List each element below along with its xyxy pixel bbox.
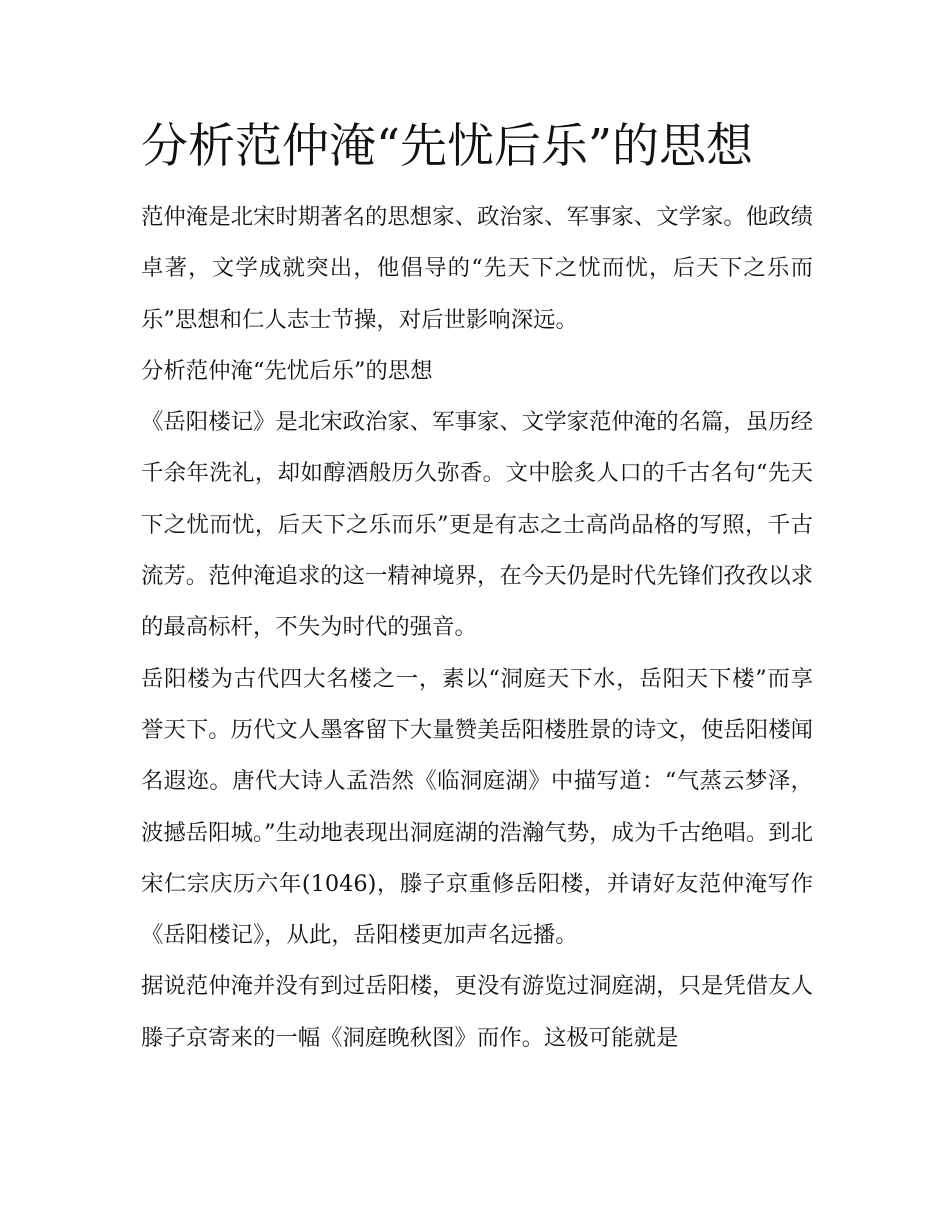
body-paragraph-3: 据说范仲淹并没有到过岳阳楼，更没有游览过洞庭湖，只是凭借友人滕子京寄来的一幅《洞庭晚秋图》而作。这极可能就是 [141, 973, 813, 1051]
body-paragraph-2: 岳阳楼为古代四大名楼之一，素以“洞庭天下水，岳阳天下楼”而享誉天下。历代文人墨客留下大量赞美岳阳楼胜景的诗文，使岳阳楼闻名遐迩。唐代大诗人孟浩然《临洞庭湖》中描写道：“气蒸云梦泽，波撼岳阳城。”生动地表现出洞庭湖的浩瀚气势，成为千古绝唱。到北宋仁宗庆历六年(1046)，滕子京重修岳阳楼，并请好友范仲淹写作《岳阳楼记》，从此，岳阳楼更加声名远播。 [141, 665, 813, 949]
document-body [141, 112, 813, 1064]
section-subheading: 分析范仲淹“先忧后乐”的思想 [141, 357, 433, 384]
page-title: 分析范仲淹“先忧后乐”的思想 [141, 119, 754, 174]
body-paragraph-1: 《岳阳楼记》是北宋政治家、军事家、文学家范仲淹的名篇，虽历经千余年洗礼，却如醇酒般历久弥香。文中脍炙人口的千古名句“先天下之忧而忧，后天下之乐而乐”更是有志之士高尚品格的写照，千古流芳。范仲淹追求的这一精神境界，在今天仍是时代先锋们孜孜以求的最高标杆，不失为时代的强音。 [141, 409, 813, 641]
intro-paragraph: 范仲淹是北宋时期著名的思想家、政治家、军事家、文学家。他政绩卓著，文学成就突出，他倡导的“先天下之忧而忧，后天下之乐而乐”思想和仁人志士节操，对后世影响深远。 [141, 204, 813, 333]
